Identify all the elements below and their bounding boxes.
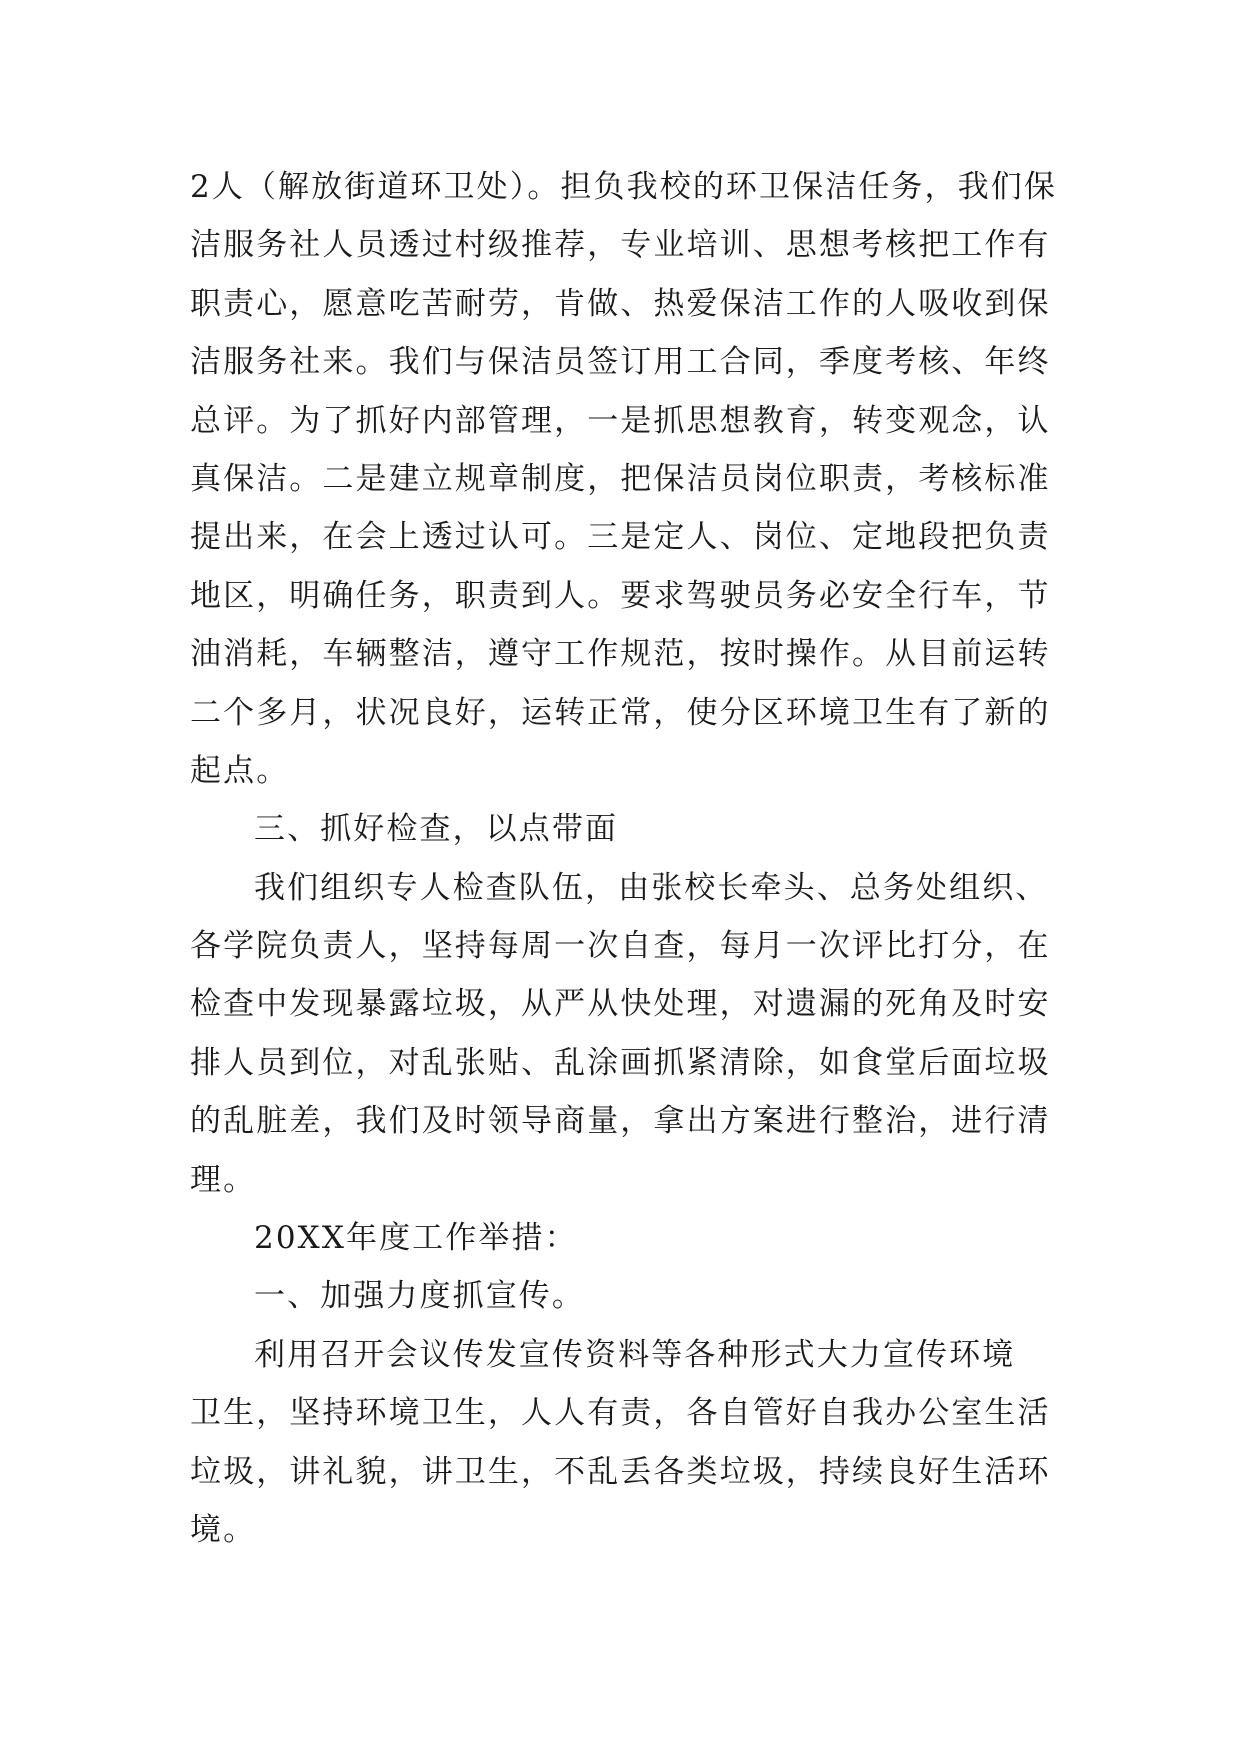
text-line: 各学院负责人，坚持每周一次自查，每月一次评比打分，在: [190, 928, 1051, 965]
text-line: 地区，明确任务，职责到人。要求驾驶员务必安全行车，节: [190, 577, 1051, 614]
text-line: 提出来，在会上透过认可。三是定人、岗位、定地段把负责: [190, 519, 1051, 556]
text-line: 排人员到位，对乱张贴、乱涂画抓紧清除，如食堂后面垃圾: [190, 1044, 1051, 1081]
text-line: 2人（解放街道环卫处）。担负我校的环卫保洁任务，我们保: [190, 169, 1057, 205]
document-body: [190, 158, 1070, 1559]
text-line: 三、抓好检查，以点带面: [254, 811, 619, 848]
text-line: 卫生，坚持环境卫生，人人有责，各自管好自我办公室生活: [190, 1395, 1051, 1432]
text-line: 洁服务社来。我们与保洁员签订用工合同，季度考核、年终: [190, 344, 1051, 381]
text-line: 20XX年度工作举措：: [254, 1220, 578, 1257]
text-line: 的乱脏差，我们及时领导商量，拿出方案进行整治，进行清: [190, 1103, 1051, 1140]
text-line: 我们组织专人检查队伍，由张校长牵头、总务处组织、: [254, 869, 1049, 906]
text-line: 起点。: [190, 752, 290, 789]
text-line: 一、加强力度抓宣传。: [254, 1278, 585, 1315]
text-line: 境。: [190, 1511, 257, 1548]
text-line: 真保洁。二是建立规章制度，把保洁员岗位职责，考核标准: [190, 460, 1051, 497]
text-line: 职责心，愿意吃苦耐劳，肯做、热爱保洁工作的人吸收到保: [190, 285, 1051, 322]
text-line: 利用召开会议传发宣传资料等各种形式大力宣传环境: [254, 1336, 1016, 1373]
text-line: 油消耗，车辆整洁，遵守工作规范，按时操作。从目前运转: [190, 636, 1051, 673]
text-line: 总评。为了抓好内部管理，一是抓思想教育，转变观念，认: [190, 402, 1051, 439]
text-line: 洁服务社人员透过村级推荐，专业培训、思想考核把工作有: [190, 227, 1051, 264]
text-line: 理。: [190, 1161, 257, 1198]
text-line: 垃圾，讲礼貌，讲卫生，不乱丢各类垃圾，持续良好生活环: [190, 1453, 1051, 1490]
text-line: 二个多月，状况良好，运转正常，使分区环境卫生有了新的: [190, 694, 1051, 731]
text-line: 检查中发现暴露垃圾，从严从快处理，对遗漏的死角及时安: [190, 986, 1051, 1023]
